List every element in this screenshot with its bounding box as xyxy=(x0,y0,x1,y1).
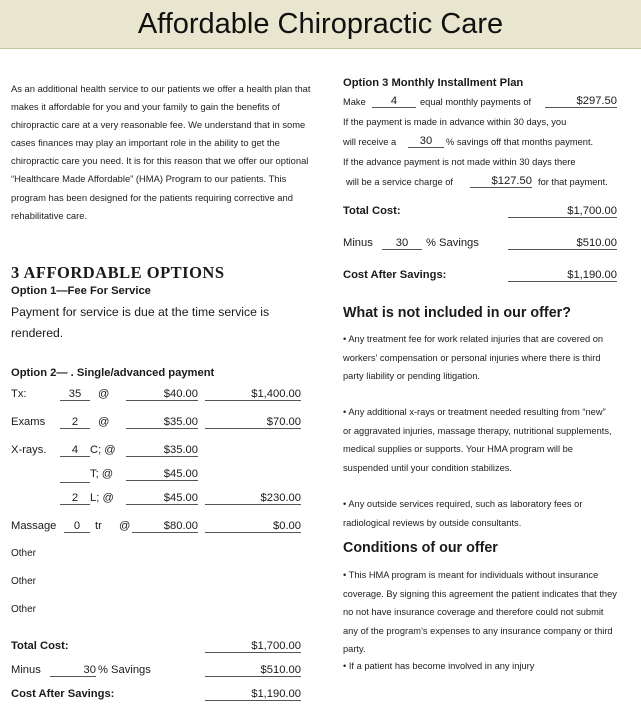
other-label: Other xyxy=(11,548,37,559)
option2-total-cost-field[interactable]: $1,700.00 xyxy=(205,640,301,653)
option3-minus-pct-field[interactable]: 30 xyxy=(382,237,422,250)
option3-for-text: for that payment. xyxy=(538,177,608,187)
option3-total-cost-field[interactable]: $1,700.00 xyxy=(508,205,617,218)
option3-after-field[interactable]: $1,190.00 xyxy=(508,269,617,282)
xray-c-qty-field[interactable]: 4 xyxy=(60,444,90,457)
massage-total-field[interactable]: $0.00 xyxy=(205,520,301,533)
other-label: Other xyxy=(11,576,37,587)
option3-charge-text: will be a service charge of xyxy=(346,177,453,187)
not-included-bullet: • Any additional x-rays or treatment needed resulting from “new” or aggravated injuries, massage therapy, nutritional supplements, medical supplies or supports. Your HMA program will be suspended until your condition stabilizes. xyxy=(343,407,612,473)
tx-price-field[interactable]: $40.00 xyxy=(126,388,198,401)
option3-total-cost-label: Total Cost: xyxy=(343,205,401,217)
xray-l-code: L; @ xyxy=(90,492,114,504)
option3-payments-text: equal monthly payments of xyxy=(420,97,532,107)
xray-total-field[interactable]: $230.00 xyxy=(205,492,301,505)
exams-qty-field[interactable]: 2 xyxy=(60,416,90,429)
conditions-bullet: • This HMA program is meant for individuals without insurance coverage. By signing this agreement the patient indicates that they no not have insurance coverage and therefore could not submit any of the program’s expenses to any insurance company or third party. xyxy=(343,570,617,654)
exams-total-field[interactable]: $70.00 xyxy=(205,416,301,429)
exams-label: Exams xyxy=(11,416,46,428)
massage-unit: tr xyxy=(95,520,102,532)
option3-minus-label: Minus xyxy=(343,237,373,249)
conditions-heading: Conditions of our offer xyxy=(343,540,498,556)
xrays-label: X-rays. xyxy=(11,444,47,456)
xray-c-code: C; @ xyxy=(90,444,116,456)
option3-payment-amount-field[interactable]: $297.50 xyxy=(545,95,617,108)
option2-minus-pct-field[interactable]: 30 xyxy=(50,664,96,677)
xray-c-price-field[interactable]: $35.00 xyxy=(126,444,198,457)
option3-payments-count-field[interactable]: 4 xyxy=(372,95,416,108)
option3-savings-field[interactable]: $510.00 xyxy=(508,237,617,250)
option2-minus-label: Minus xyxy=(11,664,41,676)
option2-heading: Option 2— . Single/advanced payment xyxy=(11,367,215,379)
option3-savings-label: % Savings xyxy=(426,237,479,249)
exams-at: @ xyxy=(98,416,110,428)
exams-price-field[interactable]: $35.00 xyxy=(126,416,198,429)
option1-heading: Option 1—Fee For Service xyxy=(11,285,151,297)
option2-after-label: Cost After Savings: xyxy=(11,688,115,700)
option2-savings-field[interactable]: $510.00 xyxy=(205,664,301,677)
option3-will-receive: will receive a xyxy=(343,137,397,147)
conditions-bullet: • If a patient has become involved in any injury xyxy=(343,661,535,671)
option1-text: Payment for service is due at the time service is rendered. xyxy=(11,305,270,340)
option2-total-cost-label: Total Cost: xyxy=(11,640,69,652)
option3-pct-field[interactable]: 30 xyxy=(408,135,444,148)
massage-price-field[interactable]: $80.00 xyxy=(132,520,198,533)
massage-label: Massage xyxy=(11,520,57,532)
option3-heading: Option 3 Monthly Installment Plan xyxy=(343,77,524,89)
not-included-bullet: • Any treatment fee for work related injuries that are covered on workers’ compensation or personal injuries where there is third party liability or pending litigation. xyxy=(343,334,604,381)
other-label: Other xyxy=(11,604,37,615)
option3-make: Make xyxy=(343,97,366,107)
tx-label: Tx: xyxy=(11,388,27,400)
tx-at: @ xyxy=(98,388,110,400)
option3-charge-amount-field[interactable]: $127.50 xyxy=(470,175,532,188)
tx-qty-field[interactable]: 35 xyxy=(60,388,90,401)
option3-line2: If the payment is made in advance within 30 days, you xyxy=(343,117,567,127)
options-title: 3 AFFORDABLE OPTIONS xyxy=(11,263,225,282)
option2-savings-label: % Savings xyxy=(98,664,151,676)
option3-savings-text: % savings off that months payment. xyxy=(446,137,594,147)
header-bar xyxy=(0,0,641,49)
option2-after-field[interactable]: $1,190.00 xyxy=(205,688,301,701)
xray-t-code: T; @ xyxy=(90,468,114,480)
intro-paragraph: As an additional health service to our patients we offer a health plan that makes it affordable for you and your family to gain the benefits of chiropractic care at a very reasonable fee. We understand that in some cases finances may play an important role in the ability to get the chiropractic care you need. It is for this reason that we offer our optional “Healthcare Made Affordable” (HMA) Program to our patients. This program has been designed for the patients requiring corrective and rehabilitative care. xyxy=(11,83,311,221)
page-title: Affordable Chiropractic Care xyxy=(137,8,504,40)
not-included-heading: What is not included in our offer? xyxy=(343,305,571,321)
not-included-bullet: • Any outside services required, such as laboratory fees or radiological reviews by outside consultants. xyxy=(343,499,583,528)
tx-total-field[interactable]: $1,400.00 xyxy=(205,388,301,401)
option3-line4: If the advance payment is not made within 30 days there xyxy=(343,157,576,167)
option3-after-label: Cost After Savings: xyxy=(343,269,447,281)
xray-t-price-field[interactable]: $45.00 xyxy=(126,468,198,481)
xray-l-qty-field[interactable]: 2 xyxy=(60,492,90,505)
massage-at: @ xyxy=(119,520,131,532)
xray-t-qty-field[interactable] xyxy=(60,468,90,483)
massage-qty-field[interactable]: 0 xyxy=(64,520,90,533)
xray-l-price-field[interactable]: $45.00 xyxy=(126,492,198,505)
